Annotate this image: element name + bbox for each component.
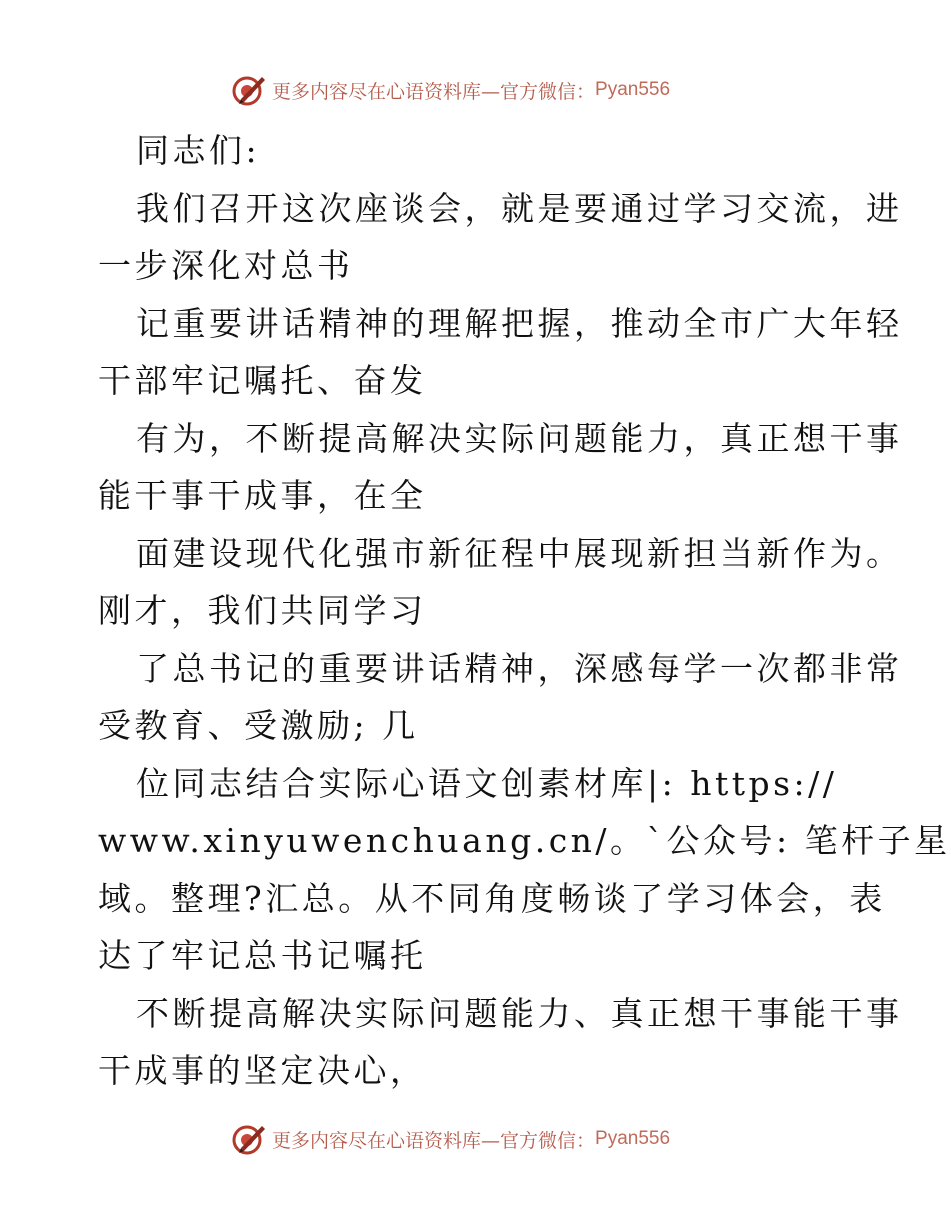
text-line: 面建设现代化强市新征程中展现新担当新作为。 — [136, 533, 903, 573]
text-line: 达了牢记总书记嘱托 — [98, 936, 427, 975]
pen-logo-icon — [232, 1122, 266, 1156]
watermark-text: 更多内容尽在心语资料库—官方微信： — [272, 1129, 596, 1152]
footer-watermark-banner — [232, 1121, 670, 1157]
text-line: 刚才，我们共同学习 — [98, 591, 427, 630]
text-line: 干成事的坚定决心， — [98, 1051, 427, 1090]
watermark-account: Pyan556 — [595, 1128, 671, 1149]
text-line: 同志们: — [136, 131, 261, 170]
text-line: 记重要讲话精神的理解把握，推动全市广大年轻 — [136, 303, 903, 343]
text-line: 了总书记的重要讲话精神，深感每学一次都非常 — [136, 648, 903, 688]
text-line: www.xinyuwenchuang.cn/。`公众号: 笔杆子星 — [98, 821, 951, 860]
header-watermark-banner — [232, 72, 670, 108]
pen-logo-icon — [232, 73, 266, 107]
text-line: 位同志结合实际心语文创素材库|: https:// — [136, 763, 838, 803]
text-line: 我们召开这次座谈会，就是要通过学习交流，进 — [136, 188, 903, 228]
text-line: 受教育、受激励; 几 — [98, 706, 419, 745]
document-body — [98, 122, 951, 1100]
text-line: 干部牢记嘱托、奋发 — [98, 361, 427, 400]
watermark-account: Pyan556 — [595, 79, 671, 100]
text-line: 有为，不断提高解决实际问题能力，真正想干事 — [136, 418, 903, 458]
watermark-text: 更多内容尽在心语资料库—官方微信： — [272, 80, 596, 103]
text-line: 一步深化对总书 — [98, 246, 354, 285]
text-line: 域。整理?汇总。从不同角度畅谈了学习体会，表 — [98, 878, 886, 918]
text-line: 不断提高解决实际问题能力、真正想干事能干事 — [136, 993, 903, 1033]
text-line: 能干事干成事，在全 — [98, 476, 427, 515]
